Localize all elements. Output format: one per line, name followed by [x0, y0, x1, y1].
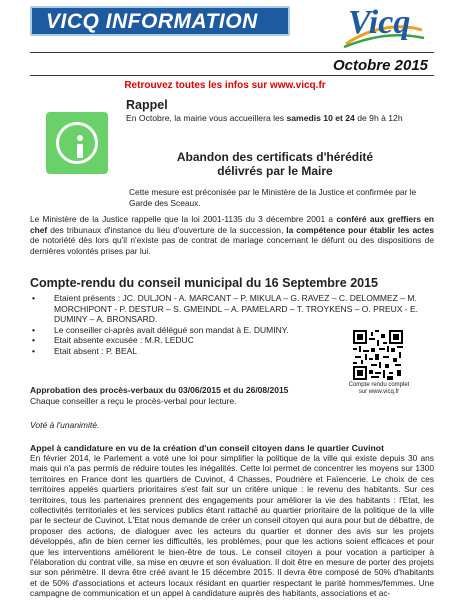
header-banner — [0, 0, 450, 42]
list-item: • Etait absent : P. BEAL — [30, 346, 430, 357]
divider — [30, 52, 434, 53]
divider — [30, 75, 434, 76]
list-item: • Etaient présents : JC. DULJON - A. MARCANT – P. MIKULA – G. RAVEZ – C. DELOMMEZ – M. MORCHIPONT - P. DESTUR – S. GMEINDL – A. PAMELARD – T. TROYKENS – O. PREUX - E. DUMINY – A. BRONSARD. — [30, 293, 430, 325]
rappel-text: En Octobre, la mairie vous accueillera les samedis 10 et 24 de 9h à 12h — [126, 113, 403, 123]
approbation-title: Approbation des procès-verbaux du 03/06/2015 et du 26/08/2015 — [30, 385, 289, 395]
qr-caption: Compte rendu complet sur www.vicq.fr — [348, 382, 410, 395]
info-icon — [46, 112, 108, 174]
list-item: • Le conseiller ci-après avait délégué son mandat à E. DUMINY. — [30, 325, 430, 336]
abandon-title: Abandon des certificats d'hérédité délivrés par le Maire — [176, 150, 374, 178]
info-circle — [56, 122, 98, 164]
qr-code[interactable] — [353, 330, 403, 380]
website-promo: Retrouvez toutes les infos sur www.vicq.fr — [124, 80, 326, 91]
rappel-title: Rappel — [126, 98, 168, 112]
vote-result: Voté à l'unanimité. — [30, 420, 100, 430]
appel-text: En février 2014, le Parlement a voté une loi pour simplifier la politique de la ville qui existe depuis 30 ans mais qui n'a pas permis de réduire toutes les inégalités. Cette loi permet de concentrer les moyens sur 1300 territoires en France dont les quartiers de Cuvinot, 4 Chasses, Poudrière et Faïencerie. Le choix de ces territoires appelés quartiers prioritaires s'est fait sur un critère unique : le revenu des habitants. Sur ces territoires, tous les partenaires prennent des engagements pour améliorer la vie des habitants : l'Etat, les collectivités territoriales et les services publics étant rattaché au quartier prioritaire de la politique de la ville par le secteur de Cuvinot. L'Etat nous demande de créer un conseil citoyen qui aura pour but de débattre, de proposer des actions, de dialoguer avec les acteurs du quartier et donner des avis sur les projets développés, afin de bien cerner les difficultés, les problèmes, pour que les actions soient efficaces et pour que les interventions améliorent le bien-être de tous. Le conseil citoyen a pour vocation a participer à l'élaboration du contrat ville, sa mise en œuvre et son évaluation. Il doit être en mesure de porter des projets sur son périmètre. Il devra être créé avant le 15 décembre 2015. Il devra être composé de 50% d'habitants et de 50% d'associations et acteurs locaux résidant en quartier respectant le parité hommes/femmes. Une campagne de communication et un appel à candidature auprès des habitants, associations et ac- — [30, 453, 434, 599]
ministere-text: Le Ministère de la Justice rappelle que la loi 2001-1135 du 3 décembre 2001 a conféré aux greffiers en chef des tribunaux d'instance du lieu d'ouverture de la succession, la compétence pour établir les actes de notoriété dès lors qu'il n'existe pas de contrat de mariage concernant le défunt ou des dispositions de dernières volontés prises par lui. — [30, 214, 435, 256]
issue-date: Octobre 2015 — [332, 57, 428, 74]
mesure-text: Cette mesure est préconisée par le Ministère de la Justice et confirmée par le Garde des Sceaux. — [129, 187, 417, 208]
vicq-logo: Vicq — [348, 4, 411, 41]
compte-rendu-title: Compte-rendu du conseil municipal du 16 Septembre 2015 — [30, 276, 378, 290]
list-item: • Etait absente excusée : M.R. LEDUC — [30, 335, 430, 346]
approbation-text: Chaque conseiller a reçu le procès-verbal pour lecture. — [30, 395, 237, 406]
approbation-block — [30, 385, 340, 406]
page-title: VICQ INFORMATION — [46, 10, 258, 33]
appel-title: Appel à candidature en vu de la création d'un conseil citoyen dans le quartier Cuvinot — [30, 443, 384, 453]
